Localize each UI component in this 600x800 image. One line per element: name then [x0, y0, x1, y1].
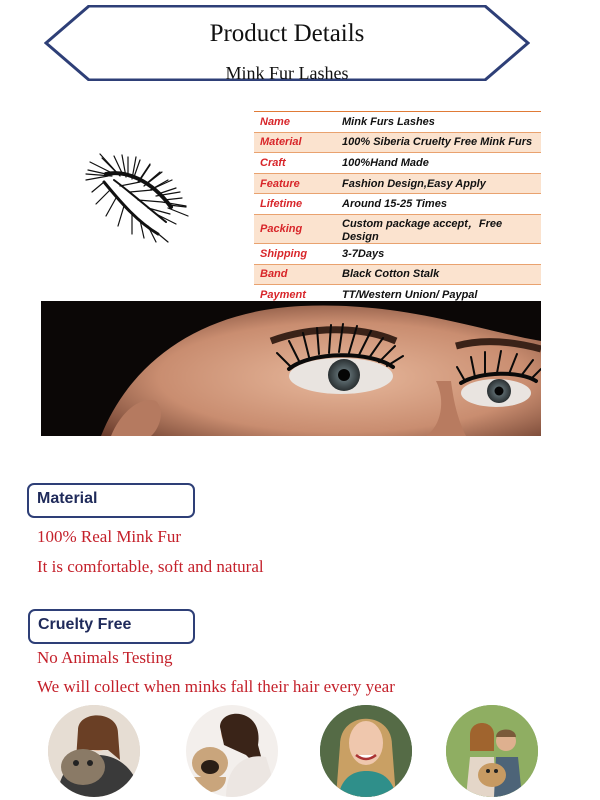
- spec-label: Payment: [254, 285, 336, 306]
- spec-row: [254, 214, 541, 243]
- page-title: Product Details: [209, 20, 365, 47]
- header-banner: [44, 5, 530, 81]
- spec-value: Around 15-25 Times: [336, 194, 541, 215]
- smiling-woman-photo: [320, 705, 412, 797]
- spec-value: 100%Hand Made: [336, 153, 541, 174]
- woman-with-cat-photo: [48, 705, 140, 797]
- lash-product-image: [76, 152, 196, 248]
- cruelty-line-1: No Animals Testing: [37, 648, 173, 667]
- spec-value: Custom package accept，Free Design: [336, 214, 541, 243]
- material-heading-tab: [27, 483, 195, 518]
- spec-label: Shipping: [254, 243, 336, 264]
- cruelty-line-2: We will collect when minks fall their hair every year: [37, 677, 395, 696]
- spec-label: Band: [254, 264, 336, 285]
- spec-value: Fashion Design,Easy Apply: [336, 173, 541, 194]
- page-subtitle: Mink Fur Lashes: [225, 63, 349, 83]
- spec-row: [254, 264, 541, 285]
- couple-with-dog-photo: [446, 705, 538, 797]
- spec-row: [254, 112, 541, 133]
- product-specs-table: [254, 111, 541, 306]
- spec-value: 100% Siberia Cruelty Free Mink Furs: [336, 132, 541, 153]
- spec-label: Lifetime: [254, 194, 336, 215]
- spec-label: Craft: [254, 153, 336, 174]
- spec-value: TT/Western Union/ Paypal: [336, 285, 541, 306]
- spec-value: Mink Furs Lashes: [336, 112, 541, 133]
- spec-row: [254, 173, 541, 194]
- woman-with-pug-photo: [186, 705, 278, 797]
- spec-value: 3-7Days: [336, 243, 541, 264]
- cruelty-free-heading-tab: [28, 609, 195, 644]
- spec-row: [254, 194, 541, 215]
- material-line-1: 100% Real Mink Fur: [37, 527, 182, 546]
- spec-row: [254, 132, 541, 153]
- material-line-2: It is comfortable, soft and natural: [37, 557, 264, 576]
- model-eyes-photo: [41, 301, 541, 436]
- spec-label: Packing: [254, 214, 336, 243]
- spec-value: Black Cotton Stalk: [336, 264, 541, 285]
- spec-label: Material: [254, 132, 336, 153]
- spec-row: [254, 153, 541, 174]
- cruelty-free-heading: Cruelty Free: [38, 616, 132, 633]
- spec-label: Feature: [254, 173, 336, 194]
- spec-label: Name: [254, 112, 336, 133]
- spec-row: [254, 243, 541, 264]
- material-heading: Material: [37, 490, 98, 507]
